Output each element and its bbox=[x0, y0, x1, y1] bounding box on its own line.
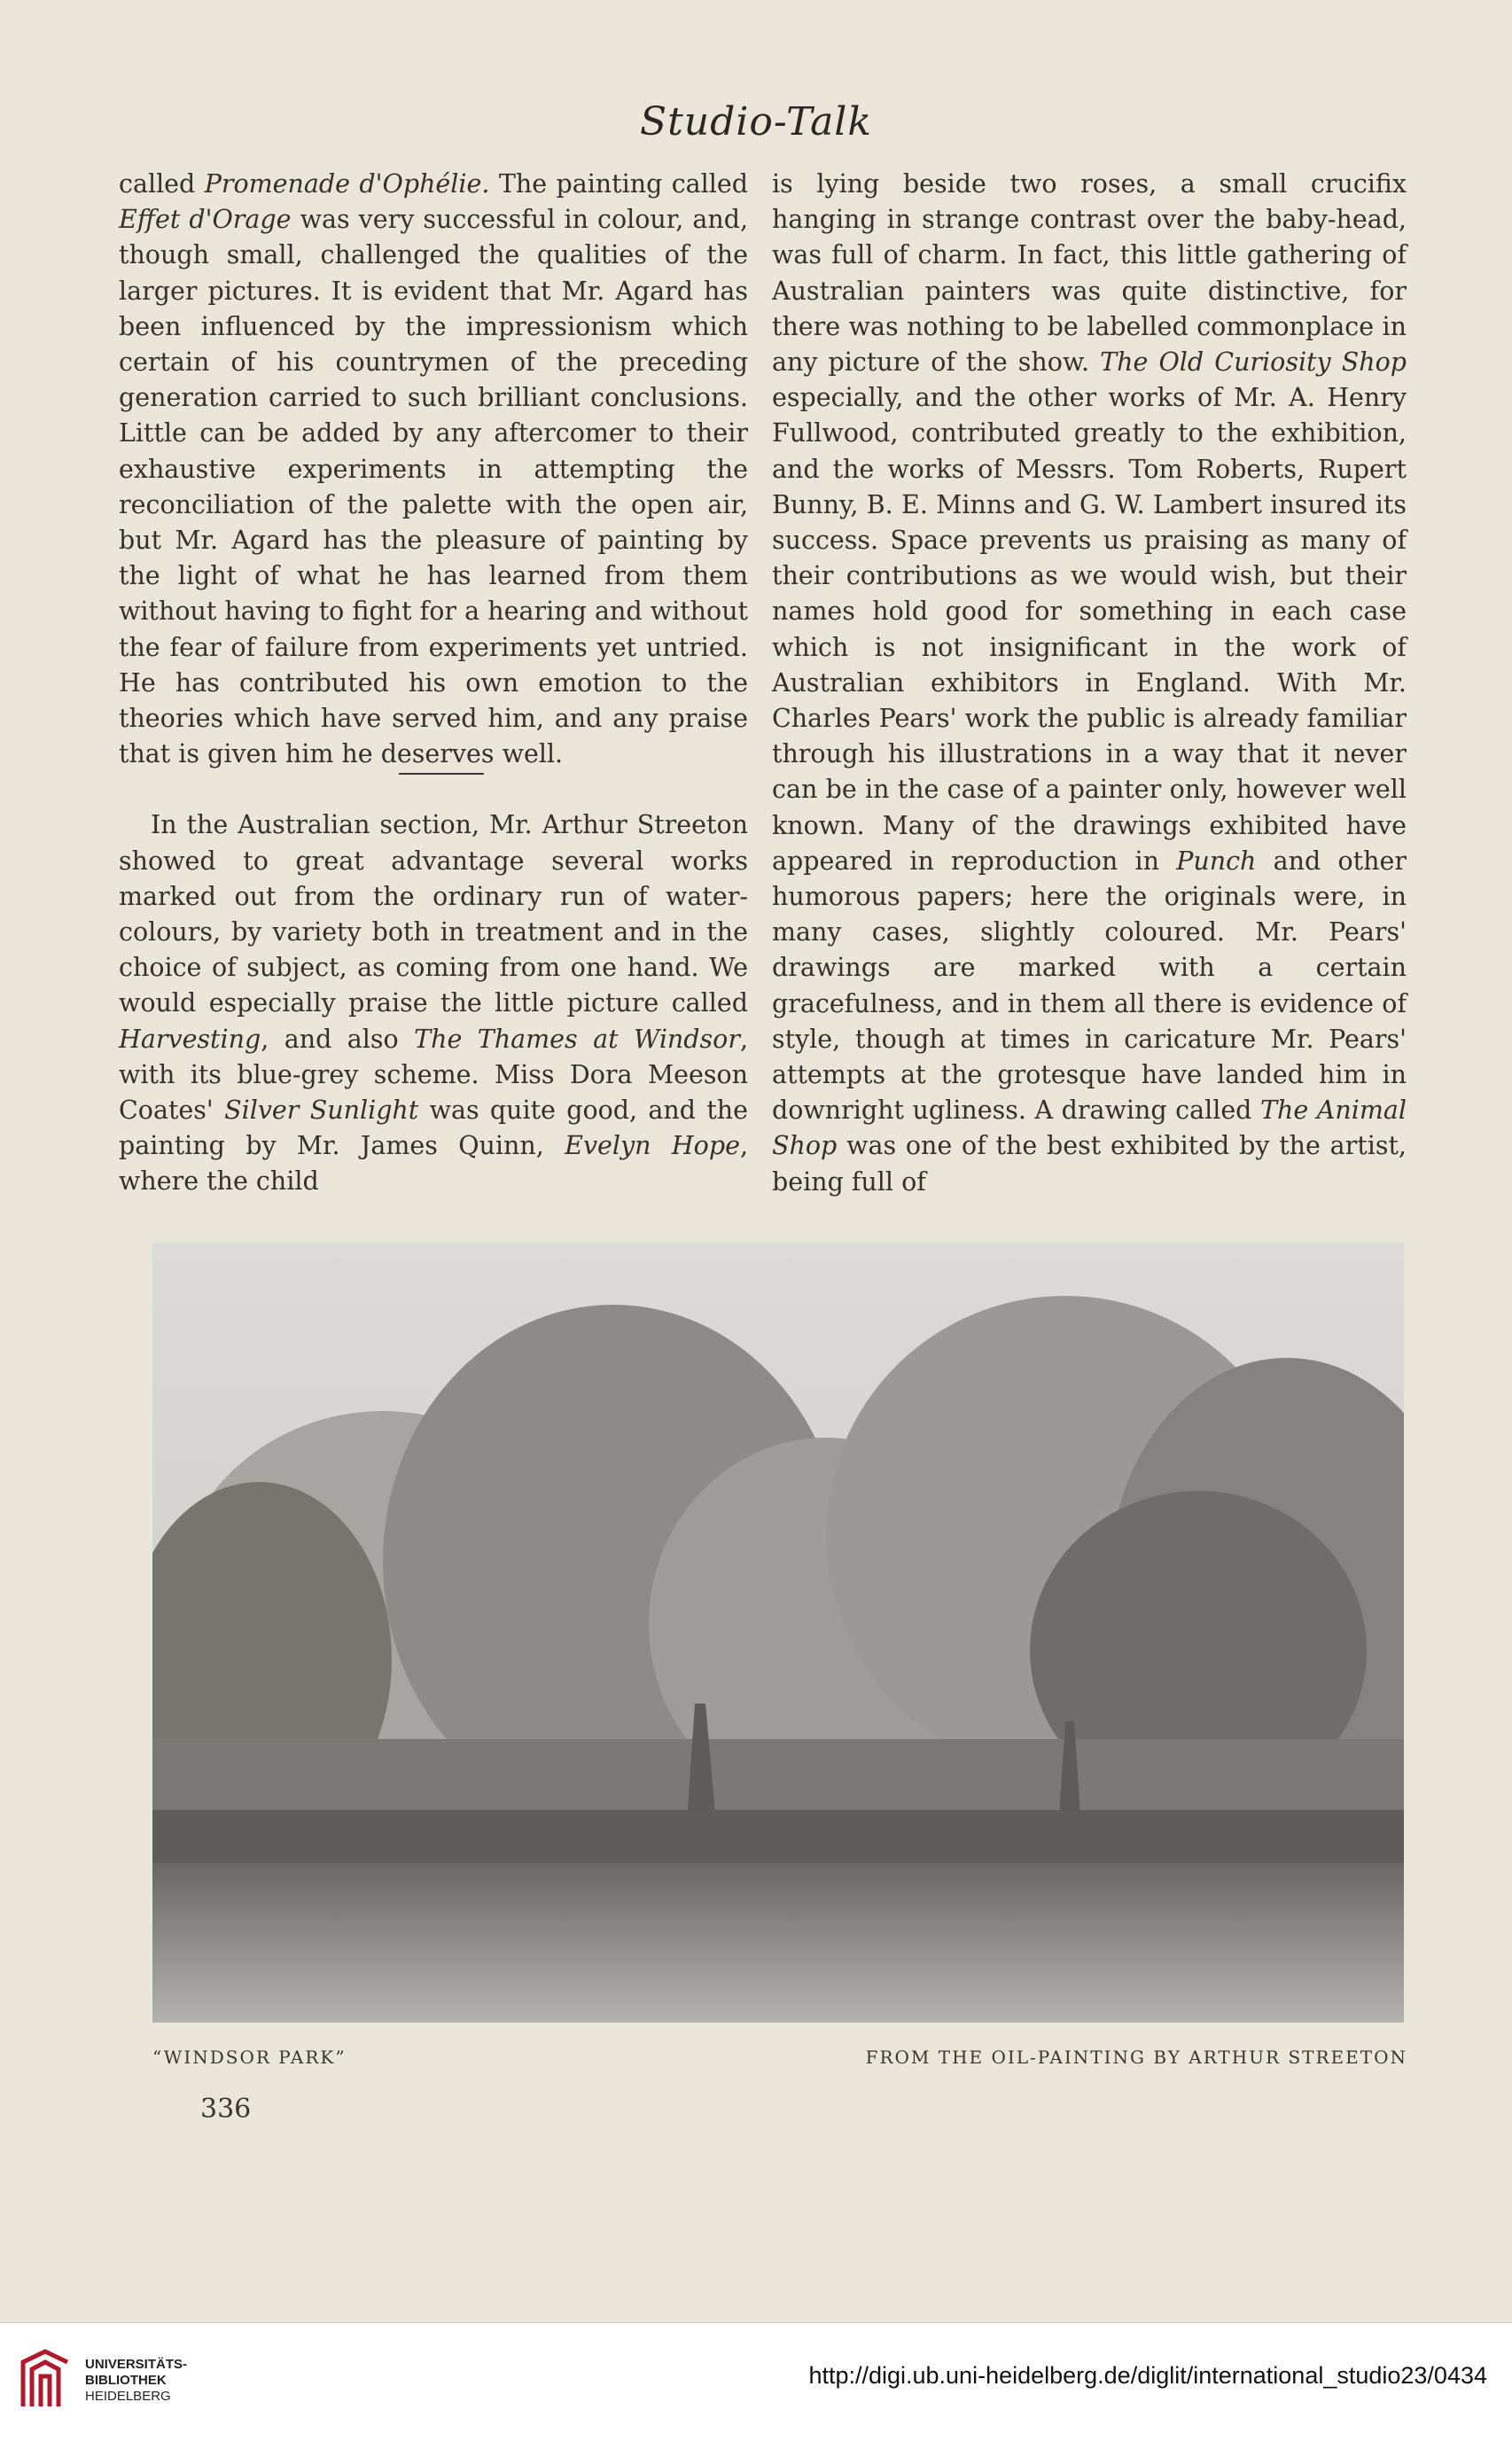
text-run: , with its blue-grey scheme. Miss Dora Meeson Coates' bbox=[119, 1024, 748, 1126]
digitization-footer bbox=[0, 2322, 1512, 2441]
page-number: 336 bbox=[200, 2094, 252, 2125]
institution-line-1: UNIVERSITÄTS- bbox=[85, 2357, 188, 2372]
paragraph-continued bbox=[772, 167, 1407, 1200]
figure-caption-credit: FROM THE OIL-PAINTING BY ARTHUR STREETON bbox=[865, 2047, 1407, 2068]
text-run: called bbox=[119, 169, 205, 199]
text-run: , where the child bbox=[119, 1131, 748, 1197]
italic-title-run: Punch bbox=[1176, 846, 1257, 876]
text-run: was quite good, and the painting by Mr. James Quinn, bbox=[119, 1096, 749, 1161]
running-title: Studio-Talk bbox=[639, 99, 873, 144]
library-logo-icon bbox=[14, 2344, 76, 2415]
text-run: The painting called bbox=[489, 169, 749, 199]
left-column bbox=[119, 167, 748, 1200]
text-run: , and also bbox=[261, 1024, 415, 1054]
italic-title-run: Effet d'Orage bbox=[119, 205, 292, 235]
italic-title-run: Evelyn Hope bbox=[565, 1131, 740, 1161]
institution-name bbox=[85, 2357, 187, 2405]
text-run: is lying beside two roses, a small crucifix hanging in strange contrast over the baby-head, was full of charm. In fact, this little gathering of Australian painters was quite distinctive, for there was nothing to be labelled commonplace in any picture of the show. bbox=[772, 169, 1407, 378]
italic-title-run: The Animal Shop bbox=[772, 1096, 1407, 1161]
italic-title-run: The Thames at Windsor bbox=[414, 1024, 740, 1054]
italic-title-run: Promenade d'Ophélie. bbox=[204, 169, 490, 199]
italic-title-run: Harvesting bbox=[119, 1024, 261, 1054]
text-run: was very successful in colour, and, though small, challenged the qualities of the larger pictures. It is evident that Mr. Agard has been influenced by the impressionism which certain of his countrymen of the preceding generation carried to such brilliant conclusions. Little can be added by any aftercomer to their exhaustive experiments in attempting the reconciliation of the palette with the open air, but Mr. Agard has the pleasure of painting by the light of what he has learned from them without having to fight for a hearing and without the fear of failure from experiments yet untried. He has contributed his own emotion to the theories which have served him, and any praise that is given him he deserves well. bbox=[119, 205, 749, 769]
right-column bbox=[772, 167, 1407, 1200]
text-run: In the Australian section, Mr. Arthur Streeton showed to great advantage several works marked out from the ordinary run of water-colours, by variety both in treatment and in the choice of subject, as coming from one hand. We would especially praise the little picture called bbox=[119, 810, 748, 1018]
source-url-link[interactable]: http://digi.ub.uni-heidelberg.de/diglit/international_studio23/0434 bbox=[808, 2362, 1487, 2389]
institution-line-2: BIBLIOTHEK bbox=[85, 2373, 167, 2388]
windsor-park-painting bbox=[152, 1243, 1404, 2023]
section-divider-rule bbox=[399, 773, 484, 775]
paragraph-australian-section bbox=[119, 807, 748, 1199]
section-gap bbox=[119, 772, 748, 807]
text-run: was one of the best exhibited by the artist, being full of bbox=[772, 1131, 1407, 1197]
painting-image bbox=[152, 1243, 1404, 2023]
italic-title-run: Silver Sunlight bbox=[224, 1096, 419, 1126]
figure-caption-title: “WINDSOR PARK” bbox=[152, 2047, 347, 2068]
text-run: especially, and the other works of Mr. A. Henry Fullwood, contributed greatly to the exhibition, and the works of Messrs. Tom Roberts, Rupert Bunny, B. E. Minns and G. W. Lambert insured its success. Space prevents us praising as many of their contributions as we would wish, but their names hold good for something in each case which is not insignificant in the work of Australian exhibitors in England. With Mr. Charles Pears' work the public is already familiar through his illustrations in a way that it never can be in the case of a painter only, however well known. Many of the drawings exhibited have appeared in reproduction in bbox=[772, 383, 1407, 876]
italic-title-run: The Old Curiosity Shop bbox=[1100, 347, 1407, 378]
text-run: and other humorous papers; here the originals were, in many cases, slightly coloured. Mr. Pears' drawings are marked with a certain gracefulness, and in them all there is evidence of style, though at times in caricature Mr. Pears' attempts at the grotesque have landed him in downright ugliness. A drawing called bbox=[772, 846, 1407, 1126]
paragraph-agard bbox=[119, 167, 748, 772]
institution-line-3: HEIDELBERG bbox=[85, 2389, 171, 2404]
